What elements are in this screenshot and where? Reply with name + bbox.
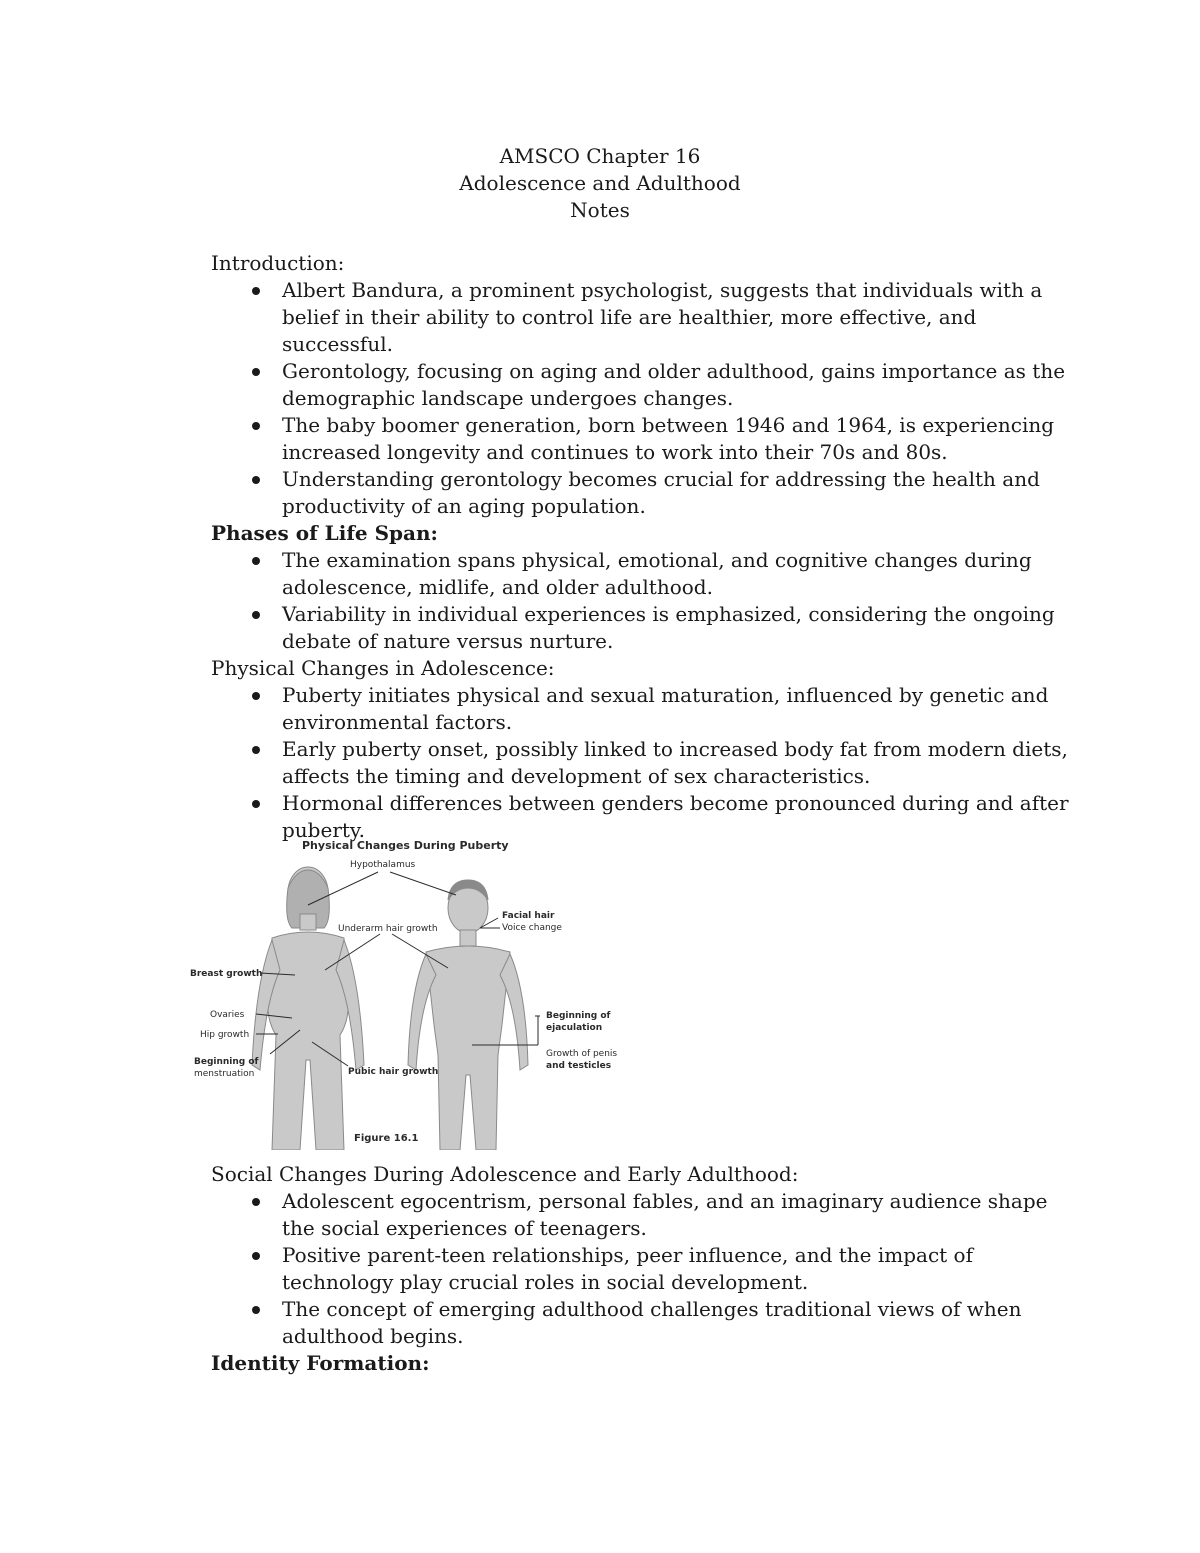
chapter-subtitle: Adolescence and Adulthood [459, 171, 741, 195]
label-menstruation-1: Beginning of [194, 1057, 259, 1067]
label-breast-growth: Breast growth [190, 969, 263, 979]
list-item: Variability in individual experiences is emphasized, considering the ongoing debate of nature versus nurture. [211, 601, 1071, 655]
phases-list [211, 547, 1071, 655]
list-item: Positive parent-teen relationships, peer influence, and the impact of technology play crucial roles in social development. [211, 1242, 1071, 1296]
title-block [0, 143, 1200, 224]
label-underarm-hair: Underarm hair growth [338, 924, 438, 934]
label-voice-change: Voice change [502, 923, 562, 933]
list-item: Adolescent egocentrism, personal fables, and an imaginary audience shape the social experiences of teenagers. [211, 1188, 1071, 1242]
label-pubic-hair: Pubic hair growth [348, 1067, 439, 1077]
list-item: Albert Bandura, a prominent psychologist, suggests that individuals with a belief in their ability to control life are healthier, more effective, and successful. [211, 277, 1071, 358]
label-penis-1: Growth of penis [546, 1049, 618, 1059]
section-heading-physical: Physical Changes in Adolescence: [211, 656, 555, 680]
introduction-list [211, 277, 1071, 520]
list-item: The baby boomer generation, born between 1946 and 1964, is experiencing increased longevity and continues to work into their 70s and 80s. [211, 412, 1071, 466]
label-ejaculation-2: ejaculation [546, 1023, 603, 1033]
label-penis-2: and testicles [546, 1061, 612, 1071]
puberty-figure [180, 820, 650, 1150]
section-heading-identity: Identity Formation: [211, 1351, 430, 1375]
label-hip-growth: Hip growth [200, 1030, 250, 1040]
label-ejaculation-1: Beginning of [546, 1011, 611, 1021]
list-item: Gerontology, focusing on aging and older adulthood, gains importance as the demographic landscape undergoes changes. [211, 358, 1071, 412]
label-facial-hair: Facial hair [502, 911, 555, 921]
list-item: Understanding gerontology becomes crucial for addressing the health and productivity of an aging population. [211, 466, 1071, 520]
list-item: Puberty initiates physical and sexual maturation, influenced by genetic and environmental factors. [211, 682, 1071, 736]
social-list [211, 1188, 1071, 1350]
section-heading-introduction: Introduction: [211, 251, 345, 275]
figure-title: Physical Changes During Puberty [302, 839, 509, 852]
label-hypothalamus: Hypothalamus [350, 860, 416, 870]
notes-label: Notes [570, 198, 630, 222]
label-menstruation-2: menstruation [194, 1069, 255, 1079]
list-item: Early puberty onset, possibly linked to increased body fat from modern diets, affects the timing and development of sex characteristics. [211, 736, 1071, 790]
label-ovaries: Ovaries [210, 1010, 245, 1020]
list-item: The examination spans physical, emotional, and cognitive changes during adolescence, midlife, and older adulthood. [211, 547, 1071, 601]
notes-body-continued [211, 1161, 1071, 1377]
section-heading-social: Social Changes During Adolescence and Early Adulthood: [211, 1162, 799, 1186]
section-heading-phases: Phases of Life Span: [211, 521, 438, 545]
notes-body [211, 250, 1071, 844]
figure-caption: Figure 16.1 [354, 1133, 419, 1144]
list-item: Hormonal differences between genders become pronounced during and after puberty. [211, 790, 1071, 844]
list-item: The concept of emerging adulthood challenges traditional views of when adulthood begins. [211, 1296, 1071, 1350]
female-silhouette [252, 867, 364, 1150]
chapter-title: AMSCO Chapter 16 [499, 144, 701, 168]
